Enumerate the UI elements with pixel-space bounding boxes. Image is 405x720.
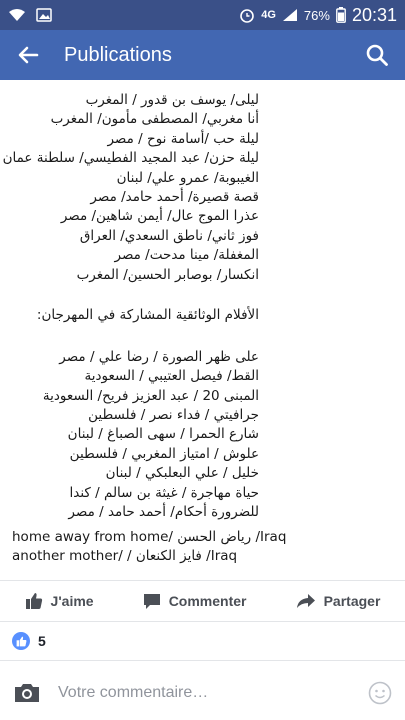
thumbs-up-icon [25,592,43,610]
post-line: أنا مغربي/ المصطفى مأمون/ المغرب [50,111,259,128]
post-line: المبنى 20 / عبد العزيز فريح/ السعودية [42,387,259,404]
post-line: علوش / امتياز المغربي / فلسطين [69,445,259,462]
post-line: حياة مهاجرة / غيثة بن سالم / كندا [69,484,259,501]
status-bar [0,0,405,30]
share-button[interactable] [296,593,381,609]
battery-icon [336,7,346,23]
post-line: المغفلة/ مينا مدحت/ مصر [114,247,259,264]
camera-icon [13,682,41,704]
comment-button[interactable] [143,593,247,610]
like-button[interactable] [25,592,94,610]
comment-input[interactable] [56,683,353,703]
back-button[interactable] [14,41,42,69]
post-line: ليلة حزن/ عبد المجيد الفطيسي/ سلطنة عمان [2,150,259,167]
film-credit: فايز الكنعان /Iraq [135,548,238,565]
post-line: فوز ثاني/ ناطق السعدي/ العراق [79,227,259,244]
reaction-count: 5 [38,633,46,649]
post-line: جرافيتي / فداء نصر / فلسطين [88,407,259,424]
alarm-icon [239,7,255,23]
documentary-heading: الأفلام الوثائقية المشاركة في المهرجان: [36,306,259,323]
search-icon [365,43,389,67]
clock: 20:31 [351,4,397,25]
page-title: Publications [64,43,172,66]
share-icon [296,593,316,609]
reaction-summary[interactable] [12,632,46,650]
search-button[interactable] [363,41,391,69]
film-title-en: another mother/ / [12,548,132,565]
post-line-english [12,547,286,566]
film-credit: رياض الحسن /Iraq [177,529,287,545]
comment-composer [0,665,405,720]
post-line: خليل / علي البعلبكي / لبنان [105,465,259,482]
camera-button[interactable] [12,678,42,708]
share-label: Partager [323,593,381,609]
film-title-en: home away from home/ [12,529,173,545]
post-text-arabic [3,80,259,522]
post-line: ليلة حب /أسامة نوح / مصر [107,130,259,147]
status-right [239,5,397,26]
post-line: القط/ فيصل العتيبي / السعودية [84,368,259,385]
like-label: J'aime [50,593,94,609]
photo-icon [36,8,52,22]
back-arrow-icon [17,45,39,65]
battery-percent: 76% [303,7,330,23]
network-type: 4G [261,9,276,21]
app-bar [0,30,405,80]
status-left [8,8,52,22]
post-line: الغيبوبة/ عمرو علي/ لبنان [116,169,259,186]
post-line: للضرورة أحكام/ أحمد حامد / مصر [68,504,259,521]
post-actions [0,580,405,622]
comment-label: Commenter [168,593,247,609]
post-line: انكسار/ بوصابر الحسين/ المغرب [76,266,259,283]
post-line: عذرا الموج عال/ أيمن شاهين/ مصر [60,208,259,225]
post-line: ليلى/ يوسف بن قدور / المغرب [85,92,259,108]
divider [0,660,405,661]
post-line: على ظهر الصورة / رضا علي / مصر [59,348,259,365]
post-line-english [12,528,286,547]
post-line: قصة قصيرة/ أحمد حامد/ مصر [90,188,259,205]
like-badge-icon [12,632,30,650]
smiley-icon [368,681,392,705]
post-text-mixed [12,528,286,567]
signal-icon [282,8,298,22]
wifi-icon [8,8,26,22]
emoji-button[interactable] [367,680,393,706]
post-content [0,80,405,580]
post-line: شارع الحمرا / سهى الصباغ / لبنان [67,426,259,443]
comment-icon [143,593,161,610]
